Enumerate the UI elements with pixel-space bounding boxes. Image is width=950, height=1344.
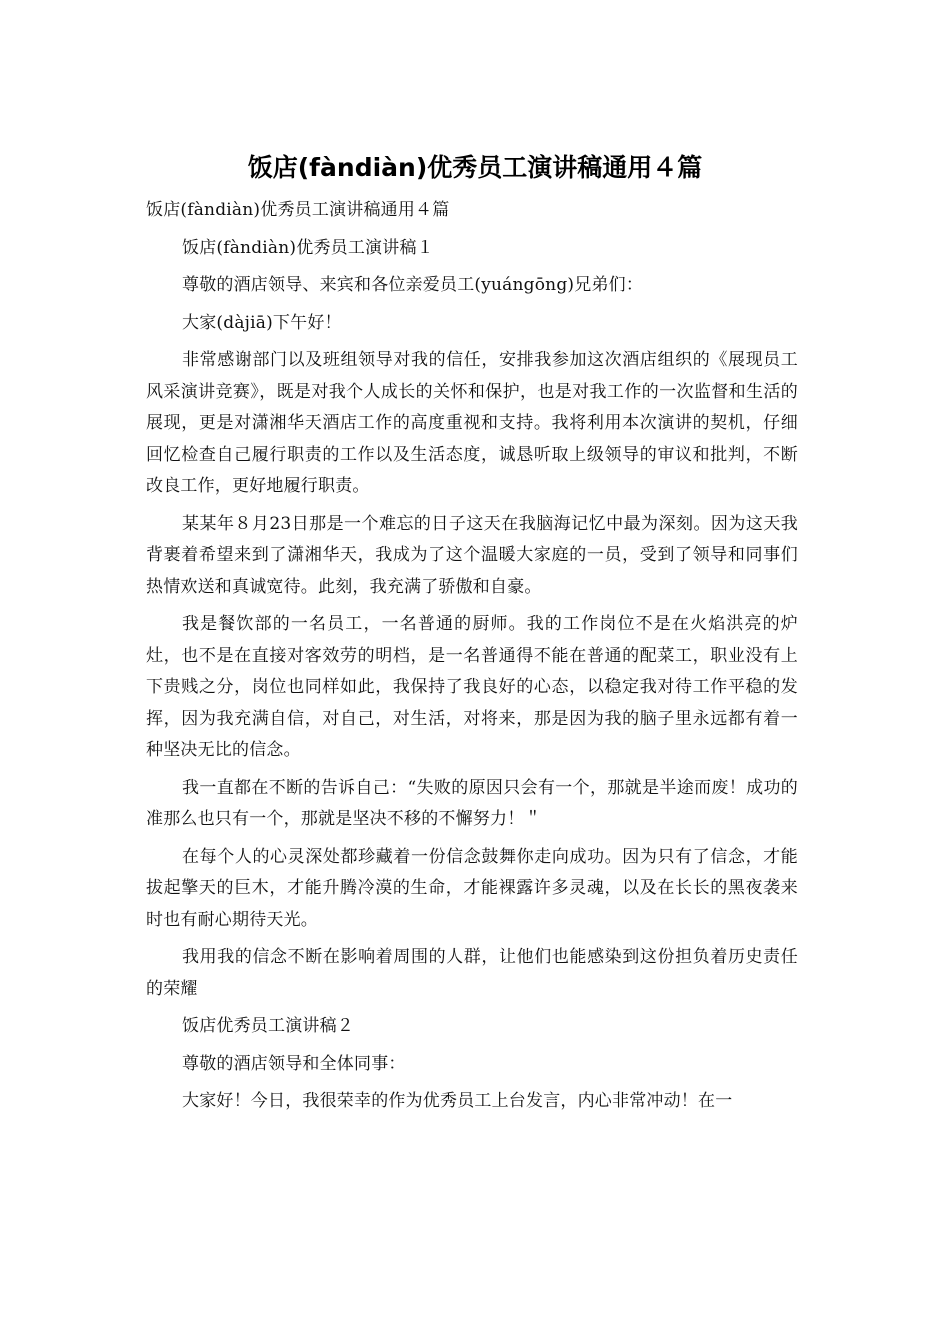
paragraph: 某某年８月23日那是一个难忘的日子这天在我脑海记忆中最为深刻。因为这天我背裹着希望来到了潇湘华天，我成为了这个温暖大家庭的一员，受到了领导和同事们热情欢送和真诚宽待。此刻，我充满了骄傲和自豪。 [146, 513, 798, 597]
document-title: 饭店(fàndiàn)优秀员工演讲稿通用４篇 [247, 153, 703, 182]
paragraph: 在每个人的心灵深处都珍藏着一份信念鼓舞你走向成功。因为只有了信念，才能拔起擎天的巨木，才能升腾冷漠的生命，才能裸露许多灵魂，以及在长长的黑夜袭来时也有耐心期待天光。 [146, 846, 798, 930]
salutation-1: 尊敬的酒店领导、来宾和各位亲爱员工(yuángōng)兄弟们： [182, 275, 644, 295]
section-heading-1: 饭店(fàndiàn)优秀员工演讲稿１ [182, 237, 434, 258]
greeting-1: 大家(dàjiā)下午好！ [182, 312, 342, 333]
paragraph: 我一直都在不断的告诉自己：“失败的原因只会有一个，那就是半途而废！成功的准那么也只有一个，那就是坚决不移的不懈努力！＂ [146, 777, 798, 829]
paragraph: 大家好！今日，我很荣幸的作为优秀员工上台发言，内心非常冲动！在一 [182, 1091, 733, 1111]
paragraph: 我用我的信念不断在影响着周围的人群，让他们也能感染到这份担负着历史责任的荣耀 [146, 947, 798, 999]
section-heading-2: 饭店优秀员工演讲稿２ [182, 1016, 354, 1036]
paragraph: 我是餐饮部的一名员工，一名普通的厨师。我的工作岗位不是在火焰洪亮的炉灶，也不是在直接对客效劳的明档，是一名普通得不能在普通的配菜工，职业没有上下贵贱之分，岗位也同样如此，我保持了我良好的心态，以稳定我对待工作平稳的发挥，因为我充满自信，对自己，对生活，对将来，那是因为我的脑子里永远都有着一种坚决无比的信念。 [146, 614, 798, 760]
salutation-2: 尊敬的酒店领导和全体同事： [182, 1053, 406, 1074]
document-body [146, 195, 798, 1124]
paragraph: 非常感谢部门以及班组领导对我的信任，安排我参加这次酒店组织的《展现员工风采演讲竞赛》，既是对我个人成长的关怀和保护，也是对我工作的一次监督和生活的展现，更是对潇湘华天酒店工作的高度重视和支持。我将利用本次演讲的契机，仔细回忆检查自己履行职责的工作以及生活态度，诚恳听取上级领导的审议和批判，不断改良工作，更好地履行职责。 [146, 350, 798, 496]
document-subtitle: 饭店(fàndiàn)优秀员工演讲稿通用４篇 [146, 200, 450, 220]
